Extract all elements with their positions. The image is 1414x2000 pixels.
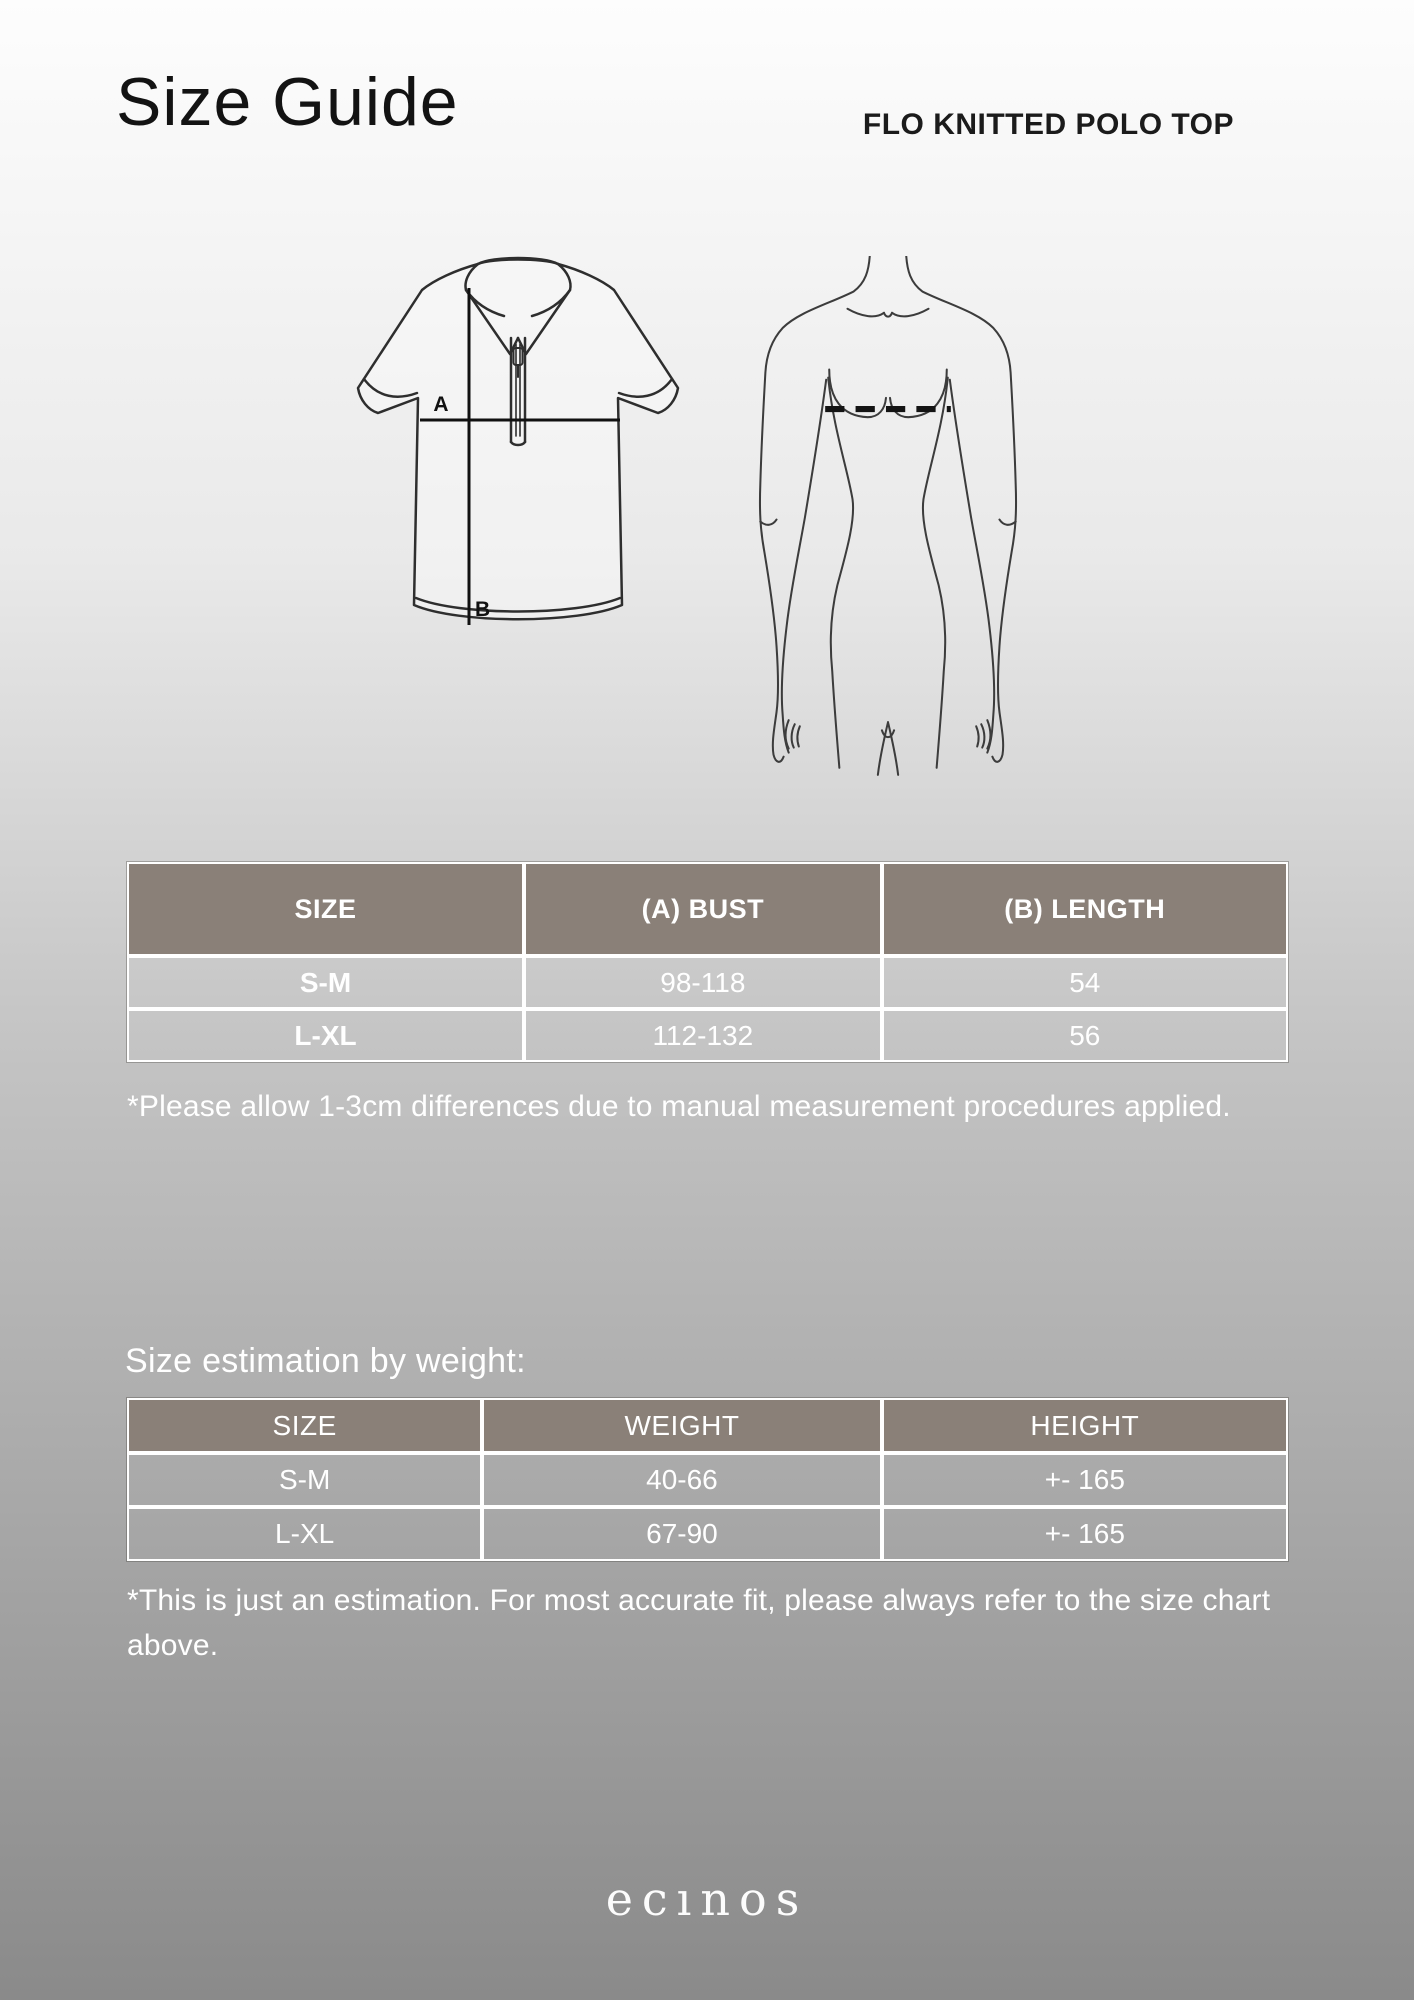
weight-chart-table xyxy=(127,1398,1288,1561)
table-header-cell: (A) BUST xyxy=(524,862,882,956)
weight-section-heading: Size estimation by weight: xyxy=(125,1342,526,1380)
table-cell: 112-132 xyxy=(524,1009,882,1062)
product-name: FLO KNITTED POLO TOP xyxy=(862,108,1234,141)
table-cell: 56 xyxy=(882,1009,1288,1062)
table-header-cell: SIZE xyxy=(127,862,524,956)
garment-diagram-icon xyxy=(338,248,698,652)
table-cell: 67-90 xyxy=(482,1507,881,1561)
table-cell: +- 165 xyxy=(882,1507,1288,1561)
table-cell: 54 xyxy=(882,956,1288,1009)
measurement-note: *Please allow 1-3cm differences due to manual measurement procedures applied. xyxy=(127,1090,1231,1123)
table-header-cell: SIZE xyxy=(127,1398,482,1453)
body-silhouette-icon xyxy=(736,256,1040,778)
table-cell: 98-118 xyxy=(524,956,882,1009)
size-chart-table xyxy=(127,862,1288,1062)
estimation-note: *This is just an estimation. For most accurate fit, please always refer to the size chart above. xyxy=(127,1584,1271,1662)
table-cell: 40-66 xyxy=(482,1453,881,1507)
table-cell: +- 165 xyxy=(882,1453,1288,1507)
table-header-cell: (B) LENGTH xyxy=(882,862,1288,956)
length-marker-label: B xyxy=(475,598,491,621)
table-header-cell: HEIGHT xyxy=(882,1398,1288,1453)
table-cell: L-XL xyxy=(127,1009,524,1062)
page-title: Size Guide xyxy=(116,64,459,140)
table-header-cell: WEIGHT xyxy=(482,1398,881,1453)
brand-logo: ecınos xyxy=(605,1872,809,1926)
bust-marker-label: A xyxy=(433,393,449,416)
table-cell: S-M xyxy=(127,1453,482,1507)
table-cell: L-XL xyxy=(127,1507,482,1561)
table-cell: S-M xyxy=(127,956,524,1009)
